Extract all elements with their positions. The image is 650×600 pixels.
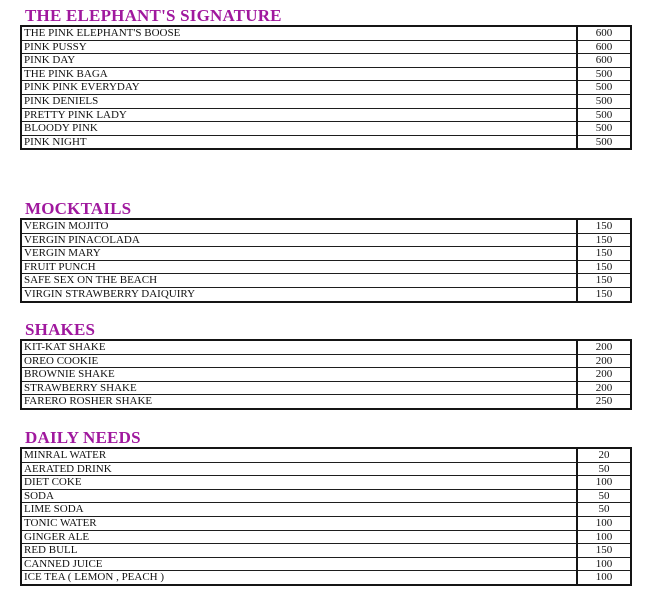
item-price: 250 bbox=[577, 395, 631, 409]
item-name: KIT-KAT SHAKE bbox=[21, 340, 577, 354]
table-row bbox=[21, 489, 631, 503]
item-name: FARERO ROSHER SHAKE bbox=[21, 395, 577, 409]
table-row bbox=[21, 340, 631, 354]
table-row bbox=[21, 448, 631, 462]
item-price: 150 bbox=[577, 274, 631, 288]
item-name: PINK PUSSY bbox=[21, 40, 577, 54]
item-name: ICE TEA ( LEMON , PEACH ) bbox=[21, 571, 577, 585]
menu-table bbox=[20, 25, 632, 150]
table-row bbox=[21, 476, 631, 490]
item-name: VERGIN MOJITO bbox=[21, 219, 577, 233]
section-title: DAILY NEEDS bbox=[25, 428, 141, 447]
item-price: 200 bbox=[577, 340, 631, 354]
item-name: STRAWBERRY SHAKE bbox=[21, 381, 577, 395]
table-row bbox=[21, 122, 631, 136]
table-row bbox=[21, 530, 631, 544]
item-price: 200 bbox=[577, 381, 631, 395]
item-name: PINK DENIELS bbox=[21, 94, 577, 108]
item-name: SAFE SEX ON THE BEACH bbox=[21, 274, 577, 288]
item-name: PRETTY PINK LADY bbox=[21, 108, 577, 122]
menu-table bbox=[20, 218, 632, 303]
item-name: BLOODY PINK bbox=[21, 122, 577, 136]
item-name: VERGIN MARY bbox=[21, 247, 577, 261]
item-price: 200 bbox=[577, 368, 631, 382]
item-price: 50 bbox=[577, 462, 631, 476]
item-name: RED BULL bbox=[21, 544, 577, 558]
table-row bbox=[21, 571, 631, 585]
table-row bbox=[21, 557, 631, 571]
item-price: 600 bbox=[577, 54, 631, 68]
menu-table bbox=[20, 339, 632, 410]
item-price: 150 bbox=[577, 544, 631, 558]
table-row bbox=[21, 260, 631, 274]
item-name: DIET COKE bbox=[21, 476, 577, 490]
table-row bbox=[21, 395, 631, 409]
item-price: 200 bbox=[577, 354, 631, 368]
item-price: 150 bbox=[577, 260, 631, 274]
section-elephants-signature bbox=[20, 6, 632, 150]
table-row bbox=[21, 94, 631, 108]
table-row bbox=[21, 287, 631, 301]
item-name: MINRAL WATER bbox=[21, 448, 577, 462]
section-shakes bbox=[20, 320, 632, 410]
item-name: VIRGIN STRAWBERRY DAIQUIRY bbox=[21, 287, 577, 301]
table-row bbox=[21, 135, 631, 149]
item-name: LIME SODA bbox=[21, 503, 577, 517]
item-price: 600 bbox=[577, 40, 631, 54]
item-name: CANNED JUICE bbox=[21, 557, 577, 571]
section-mocktails bbox=[20, 199, 632, 303]
table-row bbox=[21, 462, 631, 476]
table-row bbox=[21, 516, 631, 530]
item-price: 100 bbox=[577, 516, 631, 530]
item-price: 150 bbox=[577, 219, 631, 233]
item-price: 500 bbox=[577, 135, 631, 149]
table-row bbox=[21, 233, 631, 247]
section-daily-needs bbox=[20, 428, 632, 586]
item-name: PINK DAY bbox=[21, 54, 577, 68]
item-price: 500 bbox=[577, 81, 631, 95]
section-title: MOCKTAILS bbox=[25, 199, 132, 218]
item-name: AERATED DRINK bbox=[21, 462, 577, 476]
table-row bbox=[21, 219, 631, 233]
item-price: 50 bbox=[577, 503, 631, 517]
item-price: 20 bbox=[577, 448, 631, 462]
table-row bbox=[21, 67, 631, 81]
item-name: BROWNIE SHAKE bbox=[21, 368, 577, 382]
table-row bbox=[21, 247, 631, 261]
table-row bbox=[21, 544, 631, 558]
table-row bbox=[21, 54, 631, 68]
item-price: 500 bbox=[577, 108, 631, 122]
item-name: VERGIN PINACOLADA bbox=[21, 233, 577, 247]
menu-table bbox=[20, 447, 632, 586]
item-price: 100 bbox=[577, 530, 631, 544]
table-row bbox=[21, 81, 631, 95]
item-price: 150 bbox=[577, 287, 631, 301]
item-name: TONIC WATER bbox=[21, 516, 577, 530]
item-price: 500 bbox=[577, 94, 631, 108]
section-title: THE ELEPHANT'S SIGNATURE bbox=[25, 6, 282, 25]
section-title: SHAKES bbox=[25, 320, 96, 339]
table-row bbox=[21, 503, 631, 517]
item-price: 100 bbox=[577, 476, 631, 490]
table-row bbox=[21, 274, 631, 288]
item-name: PINK NIGHT bbox=[21, 135, 577, 149]
table-row bbox=[21, 26, 631, 40]
item-price: 150 bbox=[577, 233, 631, 247]
item-price: 100 bbox=[577, 557, 631, 571]
item-name: PINK PINK EVERYDAY bbox=[21, 81, 577, 95]
table-row bbox=[21, 354, 631, 368]
item-name: GINGER ALE bbox=[21, 530, 577, 544]
table-row bbox=[21, 381, 631, 395]
item-price: 600 bbox=[577, 26, 631, 40]
table-row bbox=[21, 108, 631, 122]
item-price: 100 bbox=[577, 571, 631, 585]
item-name: SODA bbox=[21, 489, 577, 503]
item-price: 500 bbox=[577, 122, 631, 136]
item-price: 50 bbox=[577, 489, 631, 503]
item-name: OREO COOKIE bbox=[21, 354, 577, 368]
item-price: 150 bbox=[577, 247, 631, 261]
table-row bbox=[21, 40, 631, 54]
item-name: FRUIT PUNCH bbox=[21, 260, 577, 274]
item-name: THE PINK BAGA bbox=[21, 67, 577, 81]
table-row bbox=[21, 368, 631, 382]
item-name: THE PINK ELEPHANT'S BOOSE bbox=[21, 26, 577, 40]
item-price: 500 bbox=[577, 67, 631, 81]
